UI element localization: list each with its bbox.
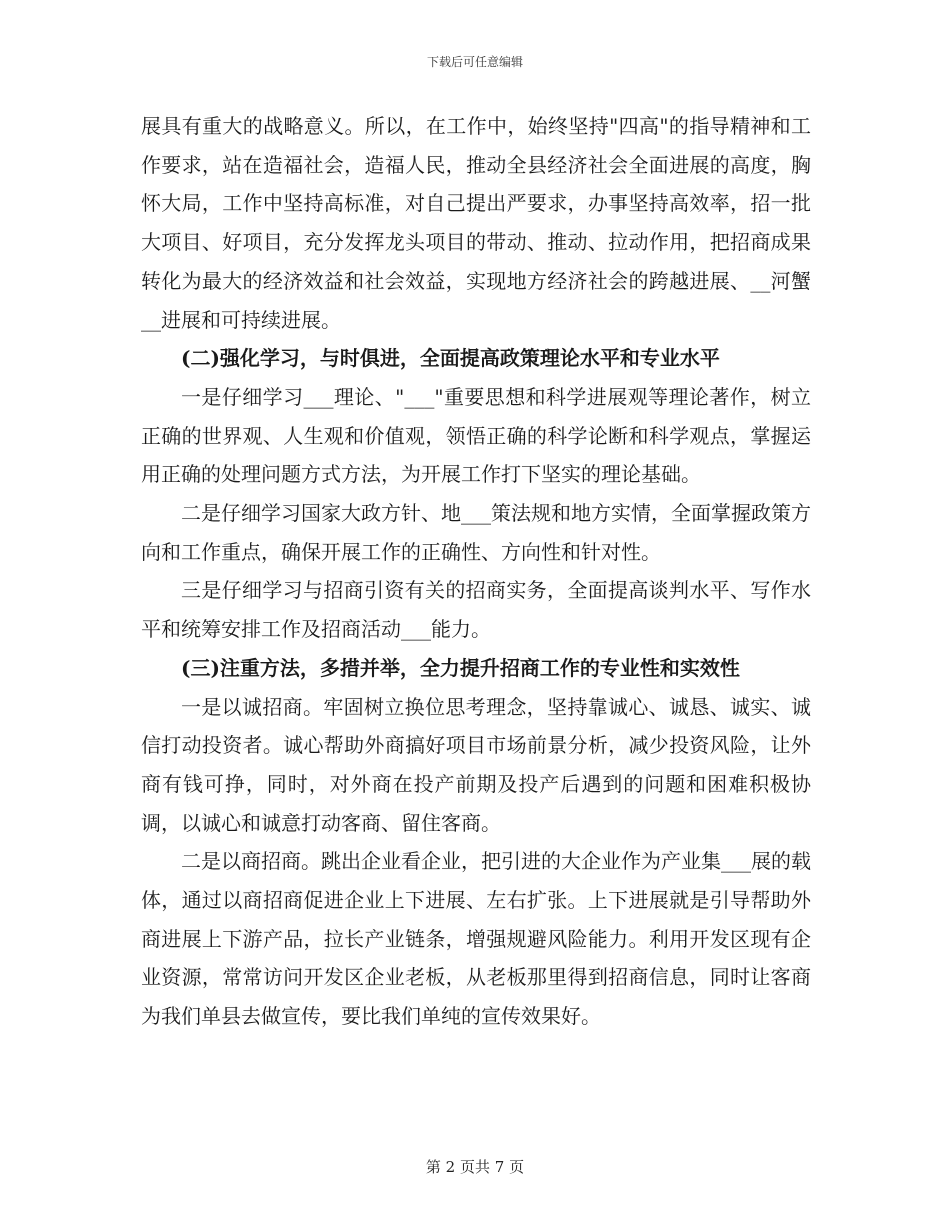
- page-number: 第 2 页共 7 页: [425, 1158, 525, 1176]
- section-heading-3: (三)注重方法，多措并举，全力提升招商工作的专业性和实效性: [181, 655, 740, 680]
- paragraph-study-practice: 三是仔细学习与招商引资有关的招商实务，全面提高谈判水平、写作水平和统筹安排工作及招商活动___能力。: [141, 578, 811, 642]
- paragraph-study-policy: 二是仔细学习国家大政方针、地___策法规和地方实情，全面掌握政策方向和工作重点，确保开展工作的正确性、方向性和针对性。: [141, 501, 811, 564]
- paragraph-sincerity: 一是以诚招商。牢固树立换位思考理念，坚持靠诚心、诚恳、诚实、诚信打动投资者。诚心帮助外商搞好项目市场前景分析，减少投资风险，让外商有钱可挣，同时，对外商在投产前期及投产后遇到的问题和困难积极协调，以诚心和诚意打动客商、留住客商。: [141, 694, 811, 835]
- document-body: [141, 107, 811, 1036]
- paragraph-strategic-significance: 展具有重大的战略意义。所以，在工作中，始终坚持"四高"的指导精神和工作要求，站在造福社会，造福人民，推动全县经济社会全面进展的高度，胸怀大局，工作中坚持高标准，对自己提出严要求，办事坚持高效率，招一批大项目、好项目，充分发挥龙头项目的带动、推动、拉动作用，把招商成果转化为最大的经济效益和社会效益，实现地方经济社会的跨越进展、__河蟹__进展和可持续进展。: [141, 114, 811, 332]
- section-heading-2: (二)强化学习，与时俱进，全面提高政策理论水平和专业水平: [181, 346, 720, 371]
- page-header: 下载后可任意编辑: [426, 55, 523, 69]
- paragraph-business-attraction: 二是以商招商。跳出企业看企业，把引进的大企业作为产业集___展的载体，通过以商招商促进企业上下进展、左右扩张。上下进展就是引导帮助外商进展上下游产品，拉长产业链条，增强规避风险能力。利用开发区现有企业资源，常常访问开发区企业老板，从老板那里得到招商信息，同时让客商为我们单县去做宣传，要比我们单纯的宣传效果好。: [141, 849, 811, 1029]
- paragraph-study-theory: 一是仔细学习___理论、"___"重要思想和科学进展观等理论著作，树立正确的世界观、人生观和价值观，领悟正确的科学论断和科学观点，掌握运用正确的处理问题方式方法，为开展工作打下坚实的理论基础。: [141, 384, 811, 487]
